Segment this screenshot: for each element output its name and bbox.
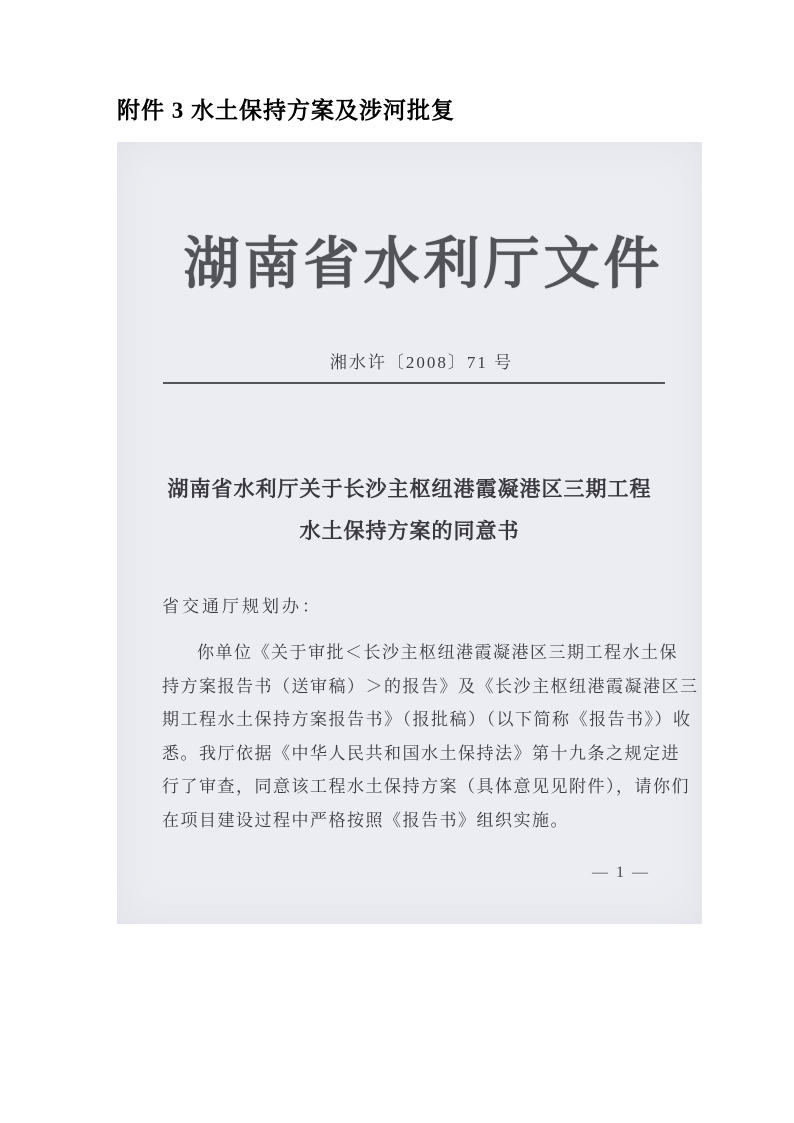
body-line-2: 持方案报告书（送审稿）＞的报告》及《长沙主枢纽港霞凝港区三 [162, 676, 699, 696]
agency-masthead: 湖南省水利厅文件 [183, 234, 664, 296]
body-line-5: 行了审查，同意该工程水土保持方案（具体意见见附件），请你们 [162, 777, 690, 796]
attachment-heading: 附件 3 水土保持方案及涉河批复 [117, 98, 455, 123]
salutation: 省交通厅规划办： [162, 597, 322, 616]
body-paragraph [162, 636, 699, 837]
body-line-3: 期工程水土保持方案报告书》（报批稿）（以下简称《报告书》）收 [162, 710, 692, 729]
document-title-line-2: 水土保持方案的同意书 [299, 519, 520, 543]
scanned-letter [117, 142, 702, 924]
document-number: 湘水许〔2008〕71 号 [329, 353, 514, 372]
masthead-divider [163, 382, 665, 384]
body-line-6: 在项目建设过程中严格按照《报告书》组织实施。 [162, 810, 569, 830]
page-number: — 1 — [592, 864, 650, 881]
body-line-4: 悉。我厅依据《中华人民共和国水土保持法》第十九条之规定进 [162, 743, 680, 763]
body-line-1: 你单位《关于审批＜长沙主枢纽港霞凝港区三期工程水土保 [197, 643, 678, 662]
document-title-line-1: 湖南省水利厅关于长沙主枢纽港霞凝港区三期工程 [167, 477, 652, 501]
document-title [117, 468, 702, 552]
